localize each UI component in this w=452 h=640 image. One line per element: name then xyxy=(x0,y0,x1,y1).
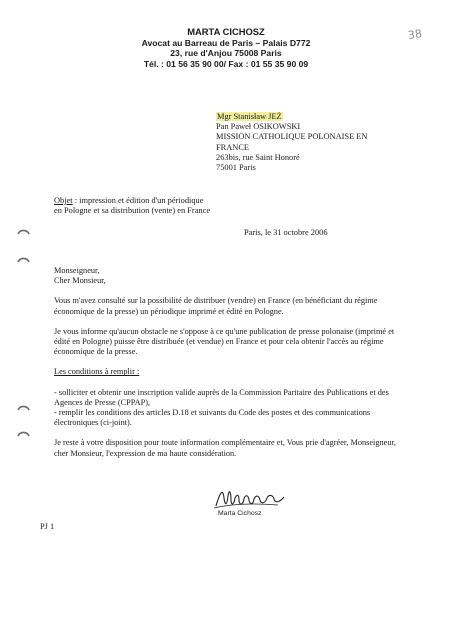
recipient-line-3: MISSION CATHOLIQUE POLONAISE EN xyxy=(216,132,368,142)
paragraph-information: Je vous informe qu'aucun obstacle ne s'oppose à ce qu'une publication de presse polonaise (imprimé et édité en Pologne) puisse être distribuée (et vendue) en France et pour cela obtenir l'accès au régime économique de la presse. xyxy=(54,326,395,357)
closing-paragraph: Je reste à votre disposition pour toute information complémentaire et, Vous prie d'agréer, Monseigneur, cher Monsieur, l'expression de ma haute considération. xyxy=(54,438,396,458)
recipient-line-1: Mgr Stanisław JEŻ xyxy=(217,112,282,121)
letterhead xyxy=(0,27,452,69)
date-line: Paris, le 31 octobre 2006 xyxy=(244,228,328,237)
condition-bullet-1: - solliciter et obtenir une inscription valide auprès de la Commission Paritaire des Publications et des Agences de Presse (CPPAP), xyxy=(54,387,389,407)
lawyer-title: Avocat au Barreau de Paris – Palais D772 xyxy=(141,37,311,48)
punch-hole-mark-4 xyxy=(17,428,30,437)
letter-body xyxy=(54,266,410,459)
subject-line-2: en Pologne et sa distribution (vente) en France xyxy=(54,206,211,216)
enclosure-note: PJ 1 xyxy=(40,522,55,531)
conditions-heading: Les conditions à remplir : xyxy=(54,367,140,377)
subject-label: Objet xyxy=(54,196,73,205)
recipient-line-2: Pan Paweł OSIKOWSKI xyxy=(216,122,301,132)
signatory-name: Marta Cichosz xyxy=(218,510,262,517)
subject-line-1: : impression et édition d'un périodique xyxy=(72,196,204,205)
handwritten-page-number: 38 xyxy=(407,27,423,42)
recipient-block xyxy=(216,112,367,173)
punch-hole-mark-1 xyxy=(17,226,30,235)
punch-hole-mark-2 xyxy=(17,254,30,263)
paragraph-consultation: Vous m'avez consulté sur la possibilité de distribuer (vendre) en France (en bénéficiant du régime économique de la presse) un périodique imprimé et édité en Pologne. xyxy=(54,296,378,316)
recipient-line-4: FRANCE xyxy=(216,142,250,152)
salutation xyxy=(54,266,410,286)
condition-bullet-2: - remplir les conditions des articles D.18 et suivants du Code des postes et des communications électroniques (ci-joint). xyxy=(54,408,371,428)
lawyer-phones: Tél. : 01 56 35 90 00/ Fax : 01 55 35 90 09 xyxy=(143,58,309,69)
subject-block xyxy=(54,196,210,216)
salutation-line-2: Cher Monsieur, xyxy=(54,276,106,286)
recipient-line-6: 75001 Paris xyxy=(216,163,256,173)
salutation-line-1: Monseigneur, xyxy=(54,266,100,275)
lawyer-name: MARTA CICHOSZ xyxy=(187,26,265,37)
lawyer-address: 23, rue d'Anjou 75008 Paris xyxy=(170,48,282,59)
recipient-line-5: 263bis, rue Saint Honoré xyxy=(216,152,300,162)
punch-hole-mark-3 xyxy=(17,402,30,411)
handwritten-signature xyxy=(212,486,292,512)
